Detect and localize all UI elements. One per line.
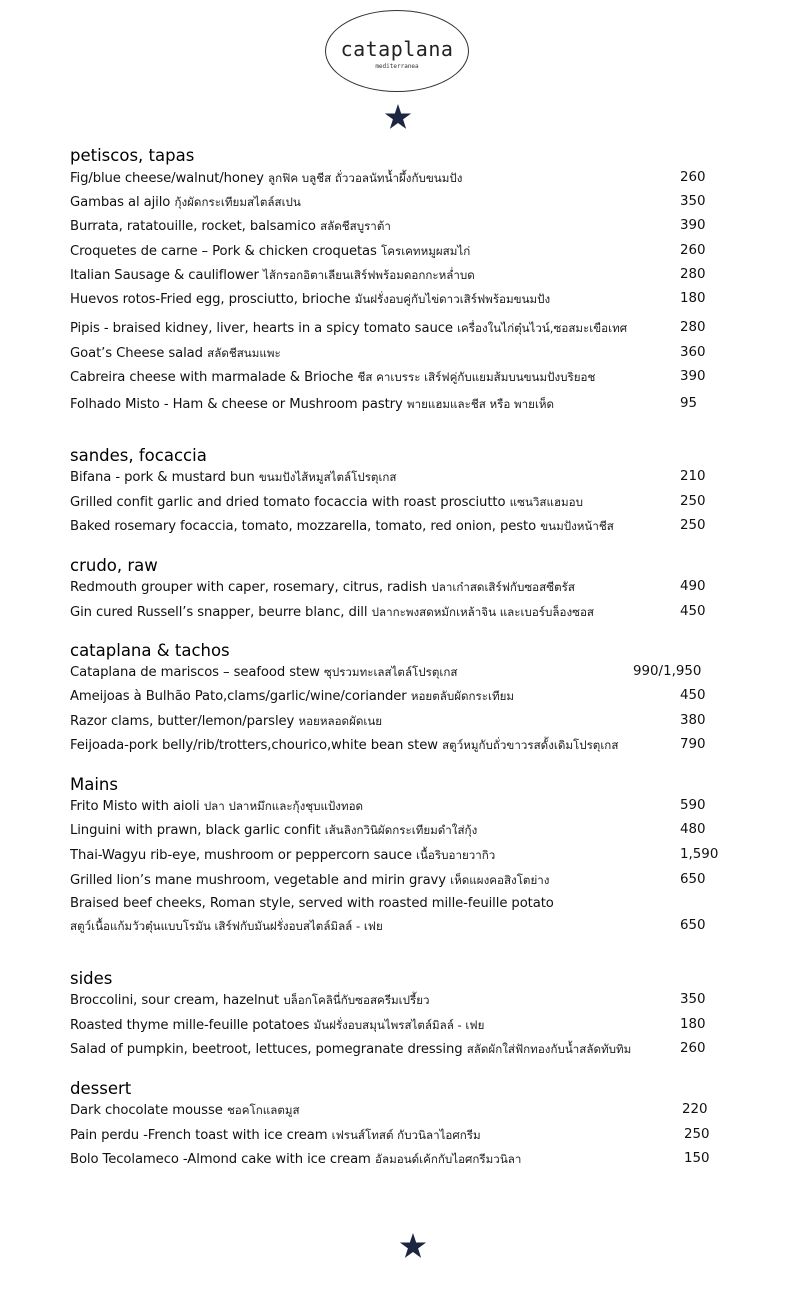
- item-price: 390: [680, 369, 706, 384]
- item-price: 350: [680, 194, 706, 209]
- menu-item: [70, 243, 737, 263]
- item-name: Bolo Tecolameco -Almond cake with ice cream: [70, 1152, 371, 1167]
- item-name-thai: มันฝรั่งอบคู่กับไข่ดาวเสิร์ฟพร้อมขนมปัง: [354, 292, 551, 306]
- item-price: 480: [680, 822, 706, 837]
- menu-item: [70, 194, 737, 214]
- item-name-thai: เส้นลิงกวินิผัดกระเทียมดำใส่กุ้ง: [324, 823, 478, 837]
- item-price: 150: [684, 1151, 710, 1166]
- menu-item: [70, 345, 737, 365]
- item-name-thai: ไส้กรอกอิตาเลียนเสิร์ฟพร้อมดอกกะหล่ำบด: [263, 268, 475, 282]
- section-title-crudo: crudo, raw: [70, 556, 158, 575]
- item-price: 390: [680, 218, 706, 233]
- item-price: 990/1,950: [633, 664, 702, 679]
- section-title-petiscos: petiscos, tapas: [70, 146, 195, 165]
- item-name: Redmouth grouper with caper, rosemary, citrus, radish: [70, 580, 428, 595]
- item-name-thai: ขนมปังไส้หมูสไตล์โปรตุเกส: [258, 470, 397, 484]
- item-price: 250: [680, 518, 706, 533]
- item-price: 180: [680, 291, 706, 306]
- menu-item-continued: [70, 918, 737, 938]
- item-name-thai: โครเคทหมูผสมไก่: [381, 244, 471, 258]
- item-name: Cabreira cheese with marmalade & Brioche: [70, 370, 354, 385]
- item-name: Huevos rotos-Fried egg, prosciutto, brioche: [70, 292, 351, 307]
- item-price: 250: [680, 494, 706, 509]
- item-name: Linguini with prawn, black garlic confit: [70, 823, 321, 838]
- item-name: Goat’s Cheese salad: [70, 346, 203, 361]
- item-name-thai: กุ้งผัดกระเทียมสไตล์สเปน: [174, 195, 301, 209]
- menu-item: [70, 713, 737, 733]
- restaurant-logo: [325, 10, 469, 92]
- item-name-thai: สลัดชีสบูราต้า: [320, 219, 391, 233]
- section-title-cataplana: cataplana & tachos: [70, 641, 230, 660]
- item-price: 490: [680, 579, 706, 594]
- item-price: 790: [680, 737, 706, 752]
- item-price: 260: [680, 170, 706, 185]
- menu-item: [70, 518, 737, 538]
- item-name: Bifana - pork & mustard bun: [70, 470, 255, 485]
- star-icon: [384, 104, 412, 130]
- item-name-thai: ปลากะพงสดหมักเหล้าจิน และเบอร์บล็องซอส: [371, 605, 595, 619]
- menu-item: [70, 469, 737, 489]
- item-name-thai: หอยตลับผัดกระเทียม: [410, 689, 515, 703]
- item-name: Razor clams, butter/lemon/parsley: [70, 714, 295, 729]
- section-title-dessert: dessert: [70, 1079, 132, 1098]
- item-name: Dark chocolate mousse: [70, 1103, 223, 1118]
- item-name-thai: ชีส คาเบรระ เสิร์ฟคู่กับแยมส้มบนขนมปังบริยอช: [357, 370, 596, 384]
- item-name-thai: ปลา ปลาหมึกและกุ้งชุบแป้งทอด: [203, 799, 364, 813]
- menu-item: [70, 798, 737, 818]
- item-price: 450: [680, 688, 706, 703]
- item-name-thai: บล็อกโคลินี่กับซอสครีมเปรี้ยว: [283, 993, 430, 1007]
- item-name-thai: สตูว์หมูกับถั่วขาวรสดั้งเดิมโปรตุเกส: [442, 738, 619, 752]
- menu-item: [70, 267, 737, 287]
- item-price: 360: [680, 345, 706, 360]
- item-price: 590: [680, 798, 706, 813]
- item-name: Grilled lion’s mane mushroom, vegetable and mirin gravy: [70, 873, 446, 888]
- item-price: 95: [680, 396, 698, 411]
- item-name: Gin cured Russell’s snapper, beurre blanc, dill: [70, 605, 368, 620]
- item-price: 210: [680, 469, 706, 484]
- item-name-thai: เห็ดแผงคอสิงโตย่าง: [450, 873, 550, 887]
- item-price: 350: [680, 992, 706, 1007]
- menu-item: [70, 218, 737, 238]
- item-price: 450: [680, 604, 706, 619]
- item-name: Feijoada-pork belly/rib/trotters,chourico,white bean stew: [70, 738, 438, 753]
- item-name-thai: อัลมอนด์เค้กกับไอศกรีมวนิลา: [375, 1152, 522, 1166]
- item-name: Baked rosemary focaccia, tomato, mozzarella, tomato, red onion, pesto: [70, 519, 537, 534]
- item-name-thai: สตูว์เนื้อแก้มวัวตุ๋นแบบโรมัน เสิร์ฟกับมันฝรั่งอบสไตล์มิลล์ - เฟย: [70, 919, 383, 933]
- section-title-sandes: sandes, focaccia: [70, 446, 207, 465]
- item-name-thai: ชอคโกแลตมูส: [226, 1103, 300, 1117]
- item-price: 380: [680, 713, 706, 728]
- item-name: Roasted thyme mille-feuille potatoes: [70, 1018, 310, 1033]
- menu-item: [70, 1041, 737, 1061]
- item-name: Pain perdu -French toast with ice cream: [70, 1128, 332, 1143]
- menu-item: [70, 291, 737, 311]
- logo-subtitle: mediterranea: [375, 63, 419, 70]
- item-price: 260: [680, 243, 706, 258]
- item-name-thai: สลัดผักใส่ฟักทองกับน้ำสลัดทับทิม: [466, 1042, 632, 1056]
- item-price: 280: [680, 267, 706, 282]
- item-price: 250: [684, 1127, 710, 1142]
- menu-item: [70, 320, 737, 340]
- menu-item: [70, 1151, 737, 1171]
- item-name: Salad of pumpkin, beetroot, lettuces, pomegranate dressing: [70, 1042, 463, 1057]
- item-name: Folhado Misto - Ham & cheese or Mushroom pastry: [70, 397, 403, 412]
- item-name-thai: หอยหลอดผัดเนย: [298, 714, 383, 728]
- item-price: 180: [680, 1017, 706, 1032]
- menu-item: [70, 688, 737, 708]
- menu-item: [70, 1102, 737, 1122]
- item-name: Frito Misto with aioli: [70, 799, 200, 814]
- logo-title: cataplana: [340, 37, 454, 61]
- item-name-thai: ขนมปังหน้าชีส: [540, 519, 614, 533]
- menu-item: [70, 1127, 737, 1147]
- item-name-thai: มันฝรั่งอบสมุนไพรสไตล์มิลล์ - เฟย: [313, 1018, 485, 1032]
- item-name: Burrata, ratatouille, rocket, balsamico: [70, 219, 316, 234]
- item-name: Ameijoas à Bulhão Pato,clams/garlic/wine/coriander: [70, 689, 407, 704]
- item-name: Broccolini, sour cream, hazelnut: [70, 993, 280, 1008]
- menu-item: [70, 1017, 737, 1037]
- item-name: Cataplana de mariscos – seafood stew: [70, 665, 320, 680]
- item-name: Fig/blue cheese/walnut/honey: [70, 171, 264, 186]
- menu-item: [70, 396, 737, 416]
- menu-item: [70, 737, 737, 757]
- item-name-thai: ลูกฟิค บลูชีส ถั่ววอลนัทน้ำผึ้งกับขนมปัง: [268, 171, 463, 185]
- menu-item: [70, 822, 737, 842]
- item-price: 280: [680, 320, 706, 335]
- menu-item: [70, 494, 737, 514]
- item-price: 650: [680, 872, 706, 887]
- menu-item: [70, 664, 737, 684]
- item-price: 650: [680, 918, 706, 933]
- item-name: Braised beef cheeks, Roman style, served with roasted mille-feuille potato: [70, 896, 554, 911]
- item-name-thai: เครื่องในไก่ตุ๋นไวน์,ซอสมะเขือเทศ: [457, 321, 628, 335]
- menu-item: [70, 847, 737, 867]
- menu-item: [70, 369, 737, 389]
- item-name: Grilled confit garlic and dried tomato focaccia with roast prosciutto: [70, 495, 506, 510]
- item-price: 260: [680, 1041, 706, 1056]
- item-name: Gambas al ajilo: [70, 195, 171, 210]
- star-icon: [399, 1233, 427, 1259]
- item-name-thai: ปลาเก๋าสดเสิร์ฟกับซอสซีตรัส: [431, 580, 575, 594]
- menu-item: [70, 579, 737, 599]
- item-name-thai: เฟรนส์โทสต์ กับวนิลาไอศกรีม: [331, 1128, 481, 1142]
- item-price: 220: [682, 1102, 708, 1117]
- menu-item: [70, 896, 737, 916]
- section-title-mains: Mains: [70, 775, 118, 794]
- menu-item: [70, 604, 737, 624]
- menu-item: [70, 170, 737, 190]
- item-name: Pipis - braised kidney, liver, hearts in a spicy tomato sauce: [70, 321, 453, 336]
- item-name-thai: เนื้อริบอายวากิว: [416, 848, 496, 862]
- item-name-thai: แซนวิสแฮมอบ: [509, 495, 584, 509]
- menu-item: [70, 872, 737, 892]
- item-name-thai: สลัดชีสนมแพะ: [207, 346, 281, 360]
- item-name: Croquetes de carne – Pork & chicken croquetas: [70, 244, 377, 259]
- item-name-thai: ซุปรวมทะเลสไตล์โปรตุเกส: [323, 665, 458, 679]
- item-price: 1,590: [680, 847, 719, 862]
- item-name: Thai-Wagyu rib-eye, mushroom or peppercorn sauce: [70, 848, 412, 863]
- section-title-sides: sides: [70, 969, 113, 988]
- menu-item: [70, 992, 737, 1012]
- item-name-thai: พายแฮมและชีส หรือ พายเห็ด: [406, 397, 555, 411]
- item-name: Italian Sausage & cauliflower: [70, 268, 259, 283]
